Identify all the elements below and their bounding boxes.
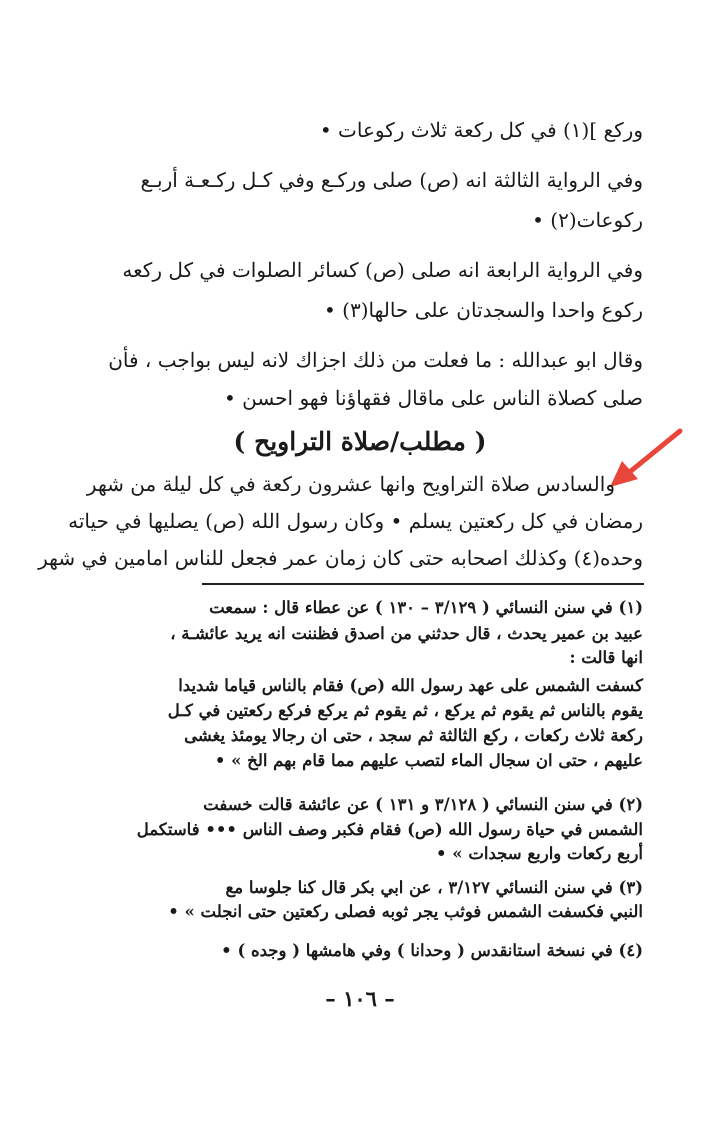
page-number: – ١٠٦ – xyxy=(325,986,395,1011)
footnote-line-11: (٣) في سنن النسائي ٣/١٢٧ ، عن ابي بكر قال كنا جلوسا مع xyxy=(225,878,643,897)
footnote-line-8: (٢) في سنن النسائي ( ٣/١٢٨ و ١٣١ ) عن عائشة قالت خسفت xyxy=(203,795,643,814)
section-line-3: وحده(٤) وكذلك اصحابه حتى كان زمان عمر فجعل للناس امامين في شهر xyxy=(38,546,643,570)
body-line-7: صلى كصلاة الناس على ماقال فقهاؤنا فهو احسن • xyxy=(223,386,643,410)
footnote-line-6: ركعة ثلاث ركعات ، ركع الثالثة ثم سجد ، حتى ان رجالا يومئذ يغشى xyxy=(184,726,643,745)
body-line-1: وركع ](١) في كل ركعة ثلاث ركوعات • xyxy=(319,118,643,142)
footnote-line-10: أربع ركعات واربع سجدات » • xyxy=(436,844,643,863)
footnote-line-9: الشمس في حياة رسول الله (ص) فقام فكبر وصف الناس ••• فاستكمل xyxy=(136,820,643,839)
body-line-5: ركوع واحدا والسجدتان على حالها(٣) • xyxy=(323,298,643,322)
footnote-line-2: عبيد بن عمير يحدث ، قال حدثني من اصدق فظننت انه يريد عائشـة ، xyxy=(170,624,643,643)
footnote-line-1: (١) في سنن النسائي ( ٣/١٢٩ – ١٣٠ ) عن عطاء قال : سمعت xyxy=(209,598,643,617)
section-line-2: رمضان في كل ركعتين يسلم • وكان رسول الله (ص) يصليها في حياته xyxy=(68,509,643,533)
footnote-line-5: يقوم بالناس ثم يقوم ثم يركع ، ثم يقوم ثم يركع فركع ركعتين في كـل xyxy=(167,701,643,720)
section-line-1: والسادس صلاة التراويح وانها عشرون ركعة في كل ليلة من شهر xyxy=(86,472,615,496)
body-line-2: وفي الرواية الثالثة انه (ص) صلى وركـع وفي كـل ركـعـة أربـع xyxy=(140,168,643,192)
body-line-6: وقال ابو عبدالله : ما فعلت من ذلك اجزاك لانه ليس بواجب ، فأن xyxy=(108,348,643,372)
footnote-line-7: عليهم ، حتى ان سجال الماء لتصب عليهم مما قام بهم الخ » • xyxy=(214,751,643,770)
body-line-3: ركوعات(٢) • xyxy=(532,208,643,232)
section-heading: ( مطلب/صلاة التراويح ) xyxy=(233,427,487,456)
footnote-line-13: (٤) في نسخة استانقدس ( وحدانا ) وفي هامشها ( وجده ) • xyxy=(221,941,643,960)
footnote-line-3: انها قالت : xyxy=(569,648,643,667)
footnote-line-12: النبي فكسفت الشمس فوثب يجر ثوبه فصلى ركعتين حتى انجلت » • xyxy=(168,902,643,921)
body-line-4: وفي الرواية الرابعة انه صلى (ص) كسائر الصلوات في كل ركعه xyxy=(122,258,643,282)
footnote-divider xyxy=(202,583,644,585)
footnote-line-4: كسفت الشمس على عهد رسول الله (ص) فقام بالناس قياما شديدا xyxy=(178,676,643,695)
